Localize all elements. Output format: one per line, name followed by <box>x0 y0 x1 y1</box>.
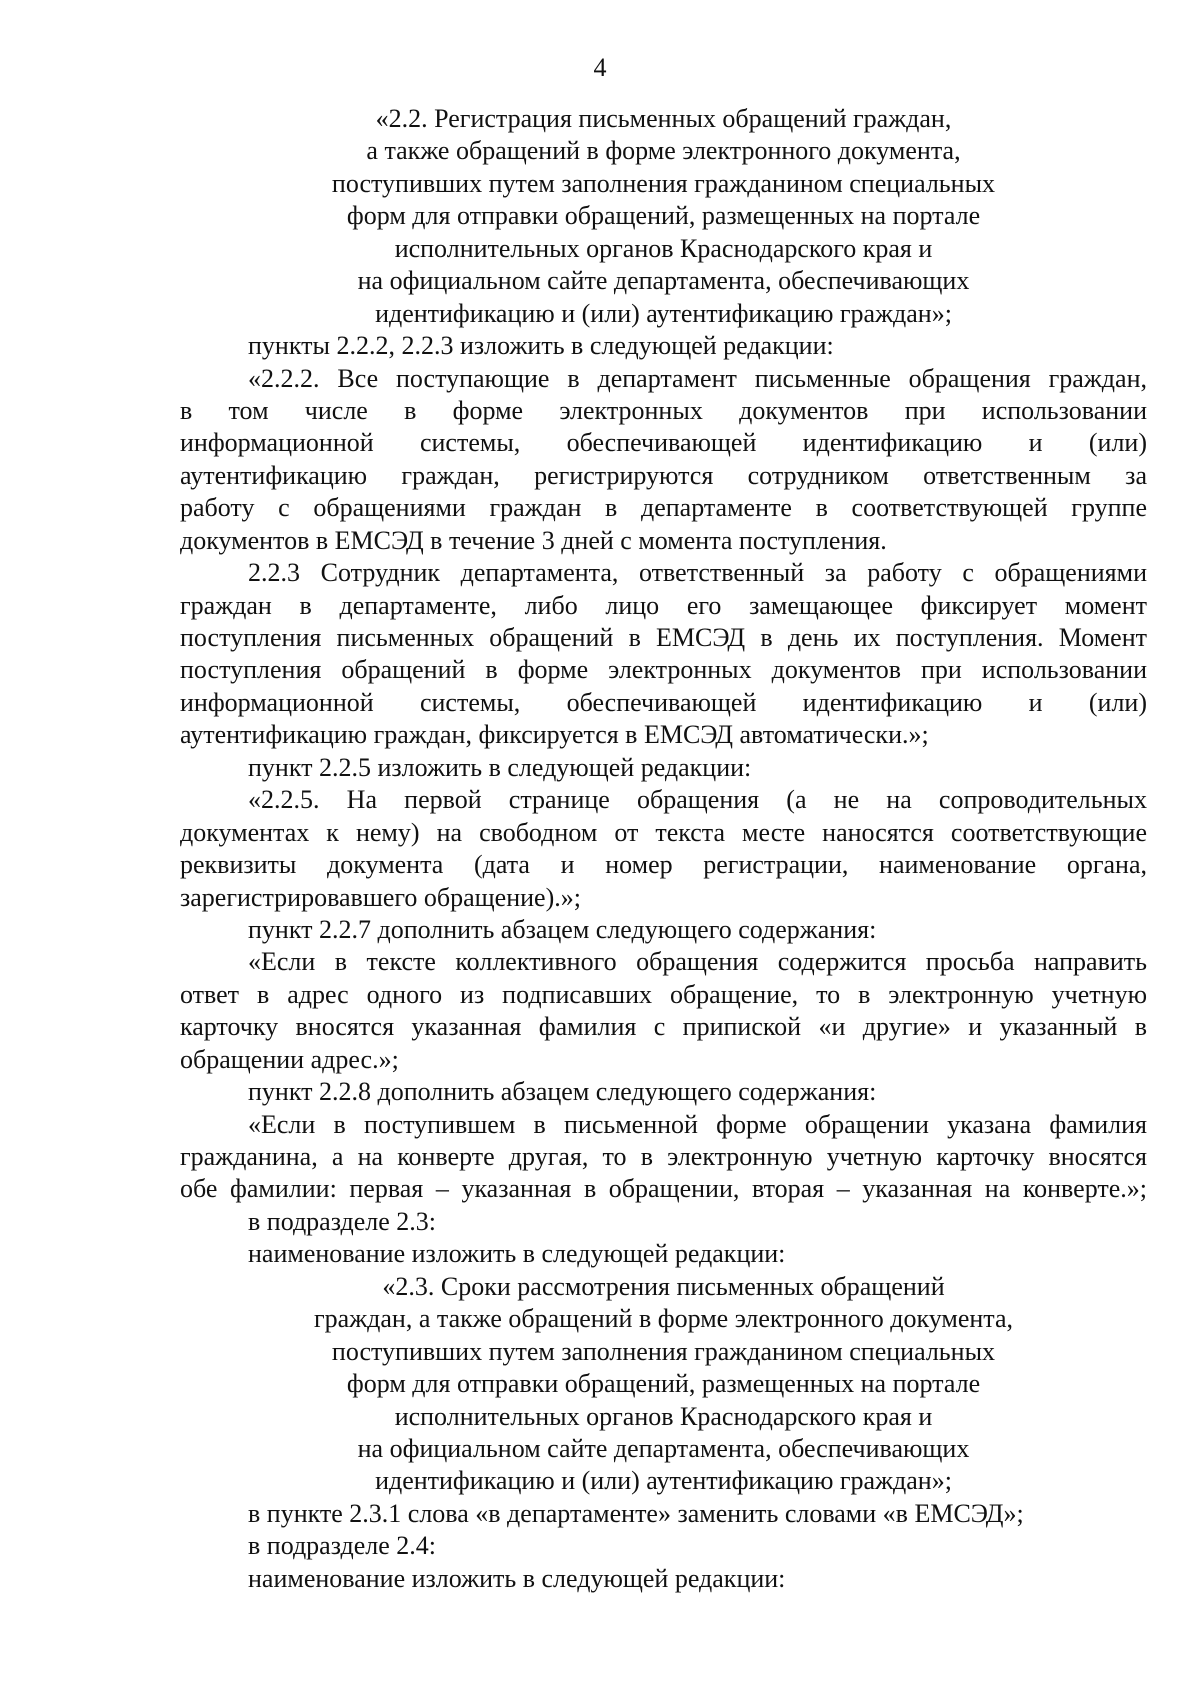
heading-line: исполнительных органов Краснодарского края и <box>394 1401 933 1431</box>
instruction-line: пункт 2.2.7 дополнить абзацем следующего содержания: <box>248 914 877 944</box>
paragraph-line: зарегистрировавшего обращение).»; <box>180 882 581 912</box>
heading-line: исполнительных органов Краснодарского края и <box>394 233 933 263</box>
paragraph-line: «Если в поступившем в письменной форме обращении указана фамилия <box>248 1109 1147 1139</box>
paragraph-line: обе фамилии: первая – указанная в обращении, вторая – указанная на конверте.»; <box>180 1174 1147 1204</box>
heading-line: поступивших путем заполнения гражданином специальных <box>331 168 996 198</box>
heading-line: на официальном сайте департамента, обеспечивающих <box>357 266 970 296</box>
paragraph-2-2-2 <box>180 363 1147 558</box>
paragraph-line: обращении адрес.»; <box>180 1044 399 1074</box>
heading-line: «2.2. Регистрация письменных обращений граждан, <box>375 104 952 133</box>
heading-line: «2.3. Сроки рассмотрения письменных обращений <box>382 1271 945 1301</box>
paragraph-line: информационной системы, обеспечивающей идентификацию и (или) <box>180 687 1147 717</box>
document-body <box>180 103 1147 1595</box>
paragraph-2-2-8 <box>180 1109 1147 1206</box>
paragraph-line: 2.2.3 Сотрудник департамента, ответственный за работу с обращениями <box>248 558 1147 588</box>
paragraph-2-2-5 <box>180 784 1147 914</box>
paragraph-line: «2.2.5. На первой странице обращения (а не на сопроводительных <box>248 785 1147 815</box>
paragraph-line: гражданина, а на конверте другая, то в электронную учетную карточку вносятся <box>180 1142 1147 1171</box>
heading-line: граждан, а также обращений в форме электронного документа, <box>314 1304 1013 1334</box>
paragraph-2-2-7 <box>180 946 1147 1076</box>
heading-line: идентификацию и (или) аутентификацию граждан»; <box>375 298 952 328</box>
heading-line: на официальном сайте департамента, обеспечивающих <box>357 1433 970 1463</box>
instruction-line: пункт 2.2.8 дополнить абзацем следующего содержания: <box>248 1077 877 1107</box>
paragraph-line: карточку вносятся указанная фамилия с припиской «и другие» и указанный в <box>180 1012 1147 1042</box>
paragraph-line: «Если в тексте коллективного обращения содержится просьба направить <box>248 947 1147 977</box>
paragraph-2-2-3 <box>180 557 1147 752</box>
paragraph-line: аутентификацию граждан, регистрируются сотрудником ответственным за <box>180 460 1147 490</box>
instruction-line: наименование изложить в следующей редакции: <box>248 1563 786 1593</box>
paragraph-line: в том числе в форме электронных документов при использовании <box>180 395 1147 425</box>
instruction-line: в пункте 2.3.1 слова «в департаменте» заменить словами «в ЕМСЭД»; <box>248 1498 1024 1528</box>
instruction-line: пункт 2.2.5 изложить в следующей редакции: <box>248 752 752 782</box>
paragraph-line: информационной системы, обеспечивающей идентификацию и (или) <box>180 428 1147 458</box>
paragraph-line: реквизиты документа (дата и номер регистрации, наименование органа, <box>180 850 1147 880</box>
instruction-line: наименование изложить в следующей редакции: <box>248 1239 786 1269</box>
paragraph-line: аутентификацию граждан, фиксируется в ЕМСЭД автоматически.»; <box>180 720 929 750</box>
heading-line: а также обращений в форме электронного документа, <box>366 136 961 166</box>
heading-line: форм для отправки обращений, размещенных на портале <box>346 1369 981 1399</box>
paragraph-line: ответ в адрес одного из подписавших обращение, то в электронную учетную <box>180 979 1147 1009</box>
heading-line: поступивших путем заполнения гражданином специальных <box>331 1336 996 1366</box>
page-number: 4 <box>593 53 607 82</box>
heading-line: форм для отправки обращений, размещенных на портале <box>346 201 981 231</box>
paragraph-line: поступления письменных обращений в ЕМСЭД в день их поступления. Момент <box>180 623 1147 652</box>
instruction-line: в подразделе 2.3: <box>248 1206 437 1236</box>
paragraph-line: документах к нему) на свободном от текста месте наносятся соответствующие <box>180 817 1147 847</box>
instruction-line: в подразделе 2.4: <box>248 1531 437 1561</box>
paragraph-line: документов в ЕМСЭД в течение 3 дней с момента поступления. <box>180 525 887 555</box>
paragraph-line: работу с обращениями граждан в департаменте в соответствующей группе <box>180 493 1147 523</box>
instruction-line: пункты 2.2.2, 2.2.3 изложить в следующей редакции: <box>248 331 834 361</box>
section-heading-2-3 <box>180 1271 1147 1498</box>
paragraph-line: поступления обращений в форме электронных документов при использовании <box>180 655 1147 685</box>
section-heading-2-2 <box>180 103 1147 330</box>
heading-line: идентификацию и (или) аутентификацию граждан»; <box>375 1466 952 1496</box>
paragraph-line: граждан в департаменте, либо лицо его замещающее фиксирует момент <box>180 590 1147 620</box>
paragraph-line: «2.2.2. Все поступающие в департамент письменные обращения граждан, <box>248 363 1147 393</box>
